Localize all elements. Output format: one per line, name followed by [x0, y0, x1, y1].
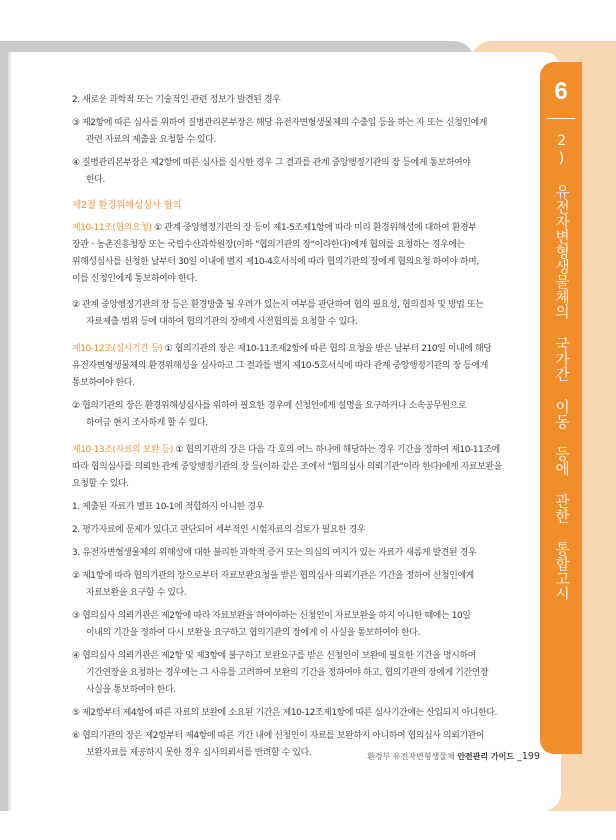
list-item-3: 3. 유전자변형생물체의 위해성에 대한 불리한 과학적 증거 또는 의심의 여지가 있는 자료가 새롭게 발견된 경우 [72, 548, 477, 558]
clause-6-return-request: ⑥ 협의기관의 장은 제2항부터 제4항에 따른 기간 내에 신청인이 자료를 보완하지 아니하여 협의심사 의뢰기관이 보완자료를 제공하지 못한 경우 심사의뢰서를 반려할 수 있다. [72, 731, 485, 758]
page-footer [367, 751, 540, 762]
clause-2-field-survey: ② 협의기관의 장은 환경위해성심사를 위하여 필요한 경우에 신청인에게 설명을 요구하거나 소속공무원으로 하여금 현지 조사하게 할 수 있다. [72, 401, 467, 428]
chapter-number: 6 [554, 78, 568, 105]
article-heading: 제10-13조(자료의 보완 등) [72, 445, 173, 455]
page-number: _199 [514, 751, 540, 762]
article-10-11: 제10-11조(협의요청) ① 관계 중앙행정기관의 장 등이 제1-5조제1항에 따라 미리 환경위해성에 대하여 환경부 장관ㆍ농촌진흥청장 또는 국립수산과학원장(이하 "협의기관의 장"이라한다)에게 협의를 요청하는 경우에는 위해성심사를 신청한 날부터 30일 이내에 별지 제10-4호서식에 따라 협의기관의 장에게 협의요청 하여야 하며, 이를 신청인에게 통보하여야 한다. [72, 223, 479, 284]
list-item-new-information: 2. 새로운 과학적 또는 기술적인 관련 정보가 발견된 경우 [72, 95, 281, 105]
footer-guide-title: 안전관리 가이드 [457, 752, 515, 761]
clause-2-supplement-request: ② 제1항에 따라 협의기관의 장으로부터 자료보완요청을 받은 협의심사 의뢰기관은 기간을 정하여 신청인에게 자료보완을 요구할 수 있다. [72, 571, 474, 598]
document-body [72, 92, 516, 762]
clause-2-prior-consultation: ② 관계 중앙행정기관의 장 등은 환경방출 될 우려가 있는지 여부를 판단하여 협의 필요성, 협의절차 및 방법 또는 자료제출 범위 등에 대하여 협의기관의 장에게 사전협의를 요청할 수 있다. [72, 300, 484, 327]
section-heading: 제2절 환경위해성심사 협의 [72, 200, 182, 211]
article-heading: 제10-11조(협의요청) [72, 223, 152, 233]
footer-prefix: 환경부 유전자변형생물체 [367, 752, 458, 761]
article-10-13: 제10-13조(자료의 보완 등) ① 협의기관의 장은 다음 각 호의 어느 하나에 해당하는 경우 기간을 정하여 제10-11조에 따라 협의심사를 의뢰한 관계 중앙행정기관의 장 등(이하 같은 조에서 "협의심사 의뢰기관"이라 한다)에게 자료보완을 요청할 수 있다. [72, 445, 502, 489]
list-item-1: 1. 제출된 자료가 별표 10-1에 적합하지 아니한 경우 [72, 502, 264, 512]
chapter-title: 2) 유전자변형생물체의 국가간 이동 등에 관한 통합고시 [553, 132, 570, 602]
list-item-2: 2. 평가자료에 문제가 있다고 판단되어 세부적인 시험자료의 검토가 필요한 경우 [72, 525, 366, 535]
clause-4-extension: ④ 협의심사 의뢰기관은 제2항 및 제3항에 불구하고 보완요구를 받은 신청인이 보완에 필요한 기간을 명시하여 기간연장을 요청하는 경우에는 그 사유를 고려하여 보완의 기간을 정하여야 하고, 협의기관의 장에게 기간연장 사실을 통보하여야 한다. [72, 651, 489, 695]
clause-5-excluded-period: ⑤ 제2항부터 제4항에 따른 자료의 보완에 소요된 기간은 제10-12조제1항에 따른 심사기간에는 산입되지 아니한다. [72, 708, 498, 718]
clause-3-document-request: ③ 제2항에 따른 심사를 위하여 질병관리본부장은 해당 유전자변형생물체의 수출입 등을 하는 자 또는 신청인에게 관련 자료의 제출을 요청할 수 있다. [72, 118, 488, 145]
article-10-12: 제10-12조(심사기간 등) ① 협의기관의 장은 제10-11조제2항에 따른 협의 요청을 받은 날부터 210일 이내에 해당 유전자변형생물체의 환경위해성을 심사하고 그 결과를 별지 제10-5호서식에 따라 관계 중앙행정기관의 장 등에게 통보하여야 한다. [72, 344, 492, 388]
clause-4-notify-result: ④ 질병관리본부장은 제2항에 따른 심사를 실시한 경우 그 결과를 관계 중앙행정기관의 장 등에게 통보하여야 한다. [72, 158, 471, 185]
clause-3-re-request: ③ 협의심사 의뢰기관은 제2항에 따라 자료보완을 하여야하는 신청인이 자료보완을 하지 아니한 때에는 10일 이내의 기간을 정하여 다시 보완을 요구하고 협의기관의 장에게 이 사실을 통보하여야 한다. [72, 611, 471, 638]
article-heading: 제10-12조(심사기간 등) [72, 344, 163, 354]
page-binding-shadow [8, 52, 12, 811]
chapter-divider [547, 118, 575, 119]
